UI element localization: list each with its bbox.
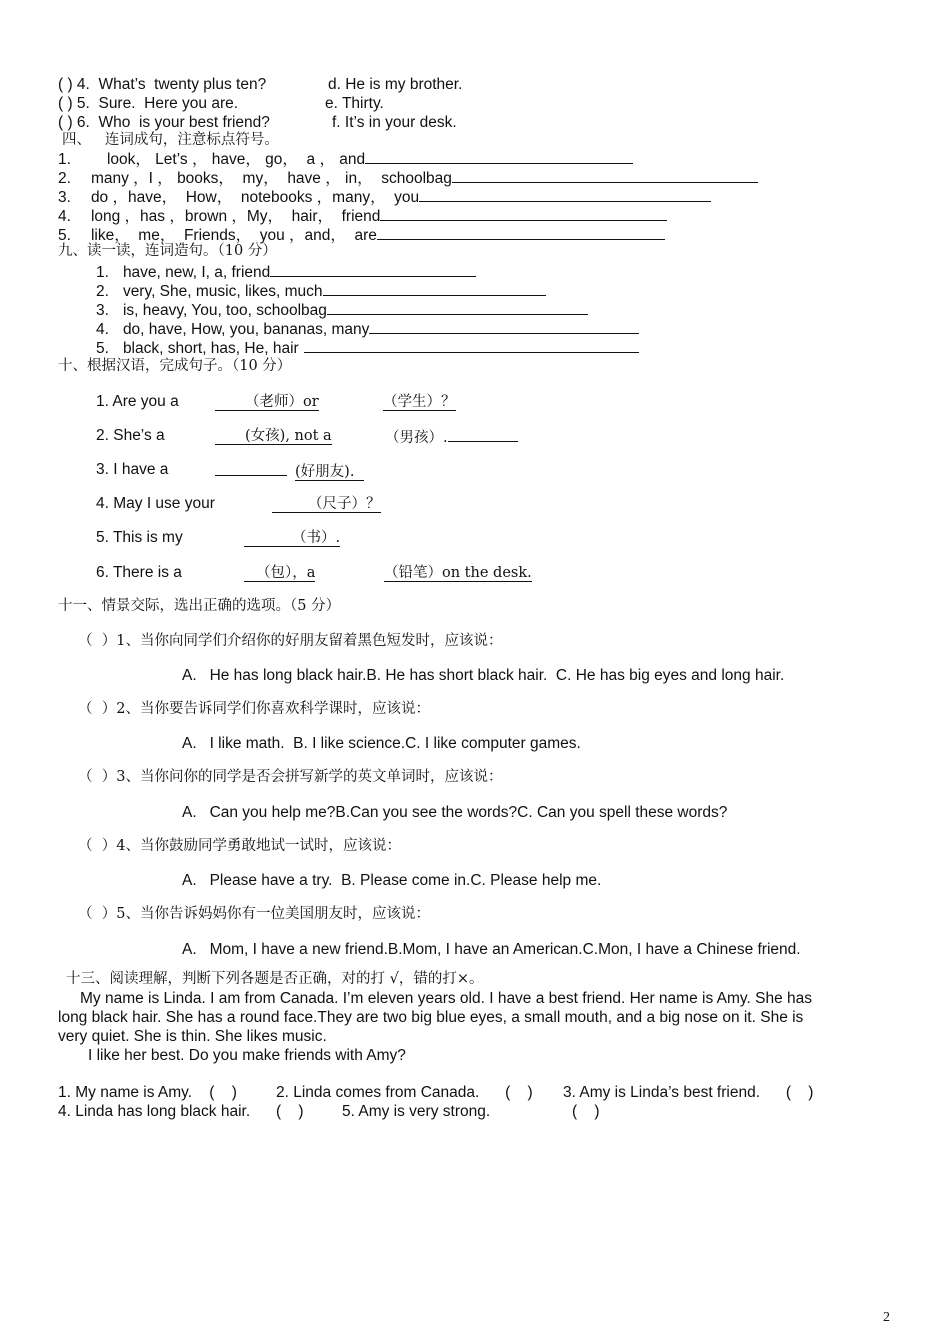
s4-words-5: like， me， Friends， you ，and， are <box>90 227 377 244</box>
s11-question-3: （ ）3、当你问你的同学是否会拼写新学的英文单词时，应该说： <box>78 769 503 785</box>
judge-item-5-bracket: ( ) <box>572 1103 600 1120</box>
s10-item-6-c <box>384 563 532 583</box>
s10-item-1-hint-student: （学生）？ <box>383 394 456 410</box>
section-13-title: 十三、阅读理解，判断下列各题是否正确，对的打 √，错的打×。 <box>66 971 484 987</box>
s9-num-1: 1. <box>96 264 109 281</box>
s10-item-1-hint-teacher: （老师）or <box>215 394 319 411</box>
s9-answer-line-1[interactable] <box>270 261 476 277</box>
matching-answer-f: f. It’s in your desk. <box>332 114 457 131</box>
s9-words-4: do, have, How, you, bananas, many <box>122 321 370 338</box>
section-9-title: 九、读一读，连词造句。（10 分） <box>58 243 277 259</box>
matching-answer-e: e. Thirty. <box>325 95 384 112</box>
s9-answer-line-4[interactable] <box>369 318 639 334</box>
reading-line-2: long black hair. She has a round face.They are two big blue eyes, a small mouth, and a big nose on it. She is <box>58 1009 804 1026</box>
matching-question-6: ( ) 6. Who is your best friend? <box>58 114 270 131</box>
s9-answer-line-3[interactable] <box>327 299 588 315</box>
s9-item-3 <box>96 299 588 320</box>
s4-num-1: 1. <box>58 151 71 168</box>
s10-answer-line-3[interactable] <box>215 460 287 476</box>
s10-item-2-hint-girl: (女孩), not a <box>215 428 332 445</box>
s10-item-6-text: 6. There is a <box>96 564 182 581</box>
s10-item-5-text: 5. This is my <box>96 529 183 546</box>
s9-num-2: 2. <box>96 283 109 300</box>
judge-item-5: 5. Amy is very strong. <box>342 1103 491 1120</box>
s4-num-2: 2. <box>58 170 71 187</box>
section-10-title: 十、根据汉语，完成句子。（10 分） <box>58 358 292 374</box>
s10-item-6-hint-pencil: （铅笔）on the desk. <box>384 565 532 581</box>
s4-item-4 <box>58 205 667 226</box>
s9-item-2 <box>96 280 546 301</box>
s9-item-1 <box>96 261 476 282</box>
s4-answer-line-5[interactable] <box>377 224 665 240</box>
s11-options-4: A. Please have a try. B. Please come in.C. Please help me. <box>182 872 602 889</box>
judge-item-4: 4. Linda has long black hair. ( ) <box>58 1103 304 1120</box>
s10-answer-line-2[interactable] <box>448 426 518 442</box>
s9-num-5: 5. <box>96 340 109 357</box>
s4-answer-line-3[interactable] <box>419 186 711 202</box>
section-11-title: 十一、情景交际，选出正确的选项。（5 分） <box>58 598 341 614</box>
reading-line-1: My name is Linda. I am from Canada. I’m eleven years old. I have a best friend. Her name is Amy. She has <box>80 990 812 1007</box>
s4-item-2 <box>58 167 758 188</box>
s10-item-4-b <box>272 494 381 514</box>
s4-words-1: look， Let’s ， have， go， a ， and <box>106 151 366 168</box>
reading-line-3: very quiet. She is thin. She likes music. <box>58 1028 327 1045</box>
s9-words-5: black, short, has, He, hair <box>122 340 299 357</box>
s11-question-2: （ ）2、当你要告诉同学们你喜欢科学课时，应该说： <box>78 701 430 717</box>
s4-answer-line-4[interactable] <box>380 205 667 221</box>
s4-num-4: 4. <box>58 208 71 225</box>
s10-item-3-hint-friend: (好朋友). <box>295 464 364 481</box>
s11-question-1: （ ）1、当你向同学们介绍你的好朋友留着黑色短发时，应该说： <box>78 633 503 649</box>
s4-words-2: many ，I ， books， my， have ， in， schoolbag <box>90 170 452 187</box>
matching-answer-d: d. He is my brother. <box>328 76 463 93</box>
s10-item-2-text: 2. She’s a <box>96 427 165 444</box>
s10-item-5-hint-book: （书）. <box>244 530 340 547</box>
page-number: 2 <box>883 1310 890 1325</box>
s10-item-3-b <box>215 460 364 482</box>
s11-question-4: （ ）4、当你鼓励同学勇敢地试一试时，应该说： <box>78 838 401 854</box>
s11-options-3: A. Can you help me?B.Can you see the words?C. Can you spell these words? <box>182 804 728 821</box>
reading-line-4: I like her best. Do you make friends with Amy? <box>88 1047 406 1064</box>
s9-words-3: is, heavy, You, too, schoolbag <box>122 302 327 319</box>
s4-num-3: 3. <box>58 189 71 206</box>
s10-item-2-c <box>385 426 518 448</box>
s10-item-1-text: 1. Are you a <box>96 393 179 410</box>
s4-words-4: long ，has ，brown ，My， hair， friend <box>90 208 381 225</box>
s9-answer-line-2[interactable] <box>323 280 546 296</box>
s10-item-5-b <box>244 528 340 548</box>
s10-item-6-b <box>244 563 315 583</box>
s9-num-4: 4. <box>96 321 109 338</box>
judge-item-1: 1. My name is Amy. ( ) <box>58 1084 237 1101</box>
s10-item-2-b <box>215 426 332 446</box>
s11-options-1: A. He has long black hair.B. He has short black hair. C. He has big eyes and long hair. <box>182 667 785 684</box>
judge-item-2: 2. Linda comes from Canada. ( ) <box>276 1084 533 1101</box>
s4-words-3: do ，have， How， notebooks ，many， you <box>90 189 420 206</box>
s11-options-2: A. I like math. B. I like science.C. I like computer games. <box>182 735 581 752</box>
s4-answer-line-2[interactable] <box>452 167 758 183</box>
s10-item-1-b <box>215 392 319 412</box>
matching-question-4: ( ) 4. What’s twenty plus ten? <box>58 76 267 93</box>
s11-options-5: A. Mom, I have a new friend.B.Mom, I have an American.C.Mon, I have a Chinese friend. <box>182 941 801 958</box>
s10-item-3-text: 3. I have a <box>96 461 169 478</box>
s4-item-1 <box>58 148 633 169</box>
s10-item-4-hint-ruler: （尺子）？ <box>272 496 381 513</box>
s9-num-3: 3. <box>96 302 109 319</box>
s4-num-5: 5. <box>58 227 71 244</box>
s9-words-1: have, new, I, a, friend <box>122 264 271 281</box>
s9-answer-line-5[interactable] <box>304 337 639 353</box>
section-4-title: 四、 连词成句，注意标点符号。 <box>62 132 279 148</box>
s11-question-5: （ ）5、当你告诉妈妈你有一位美国朋友时，应该说： <box>78 906 430 922</box>
s10-item-2-hint-boy: （男孩）. <box>385 430 448 446</box>
s4-answer-line-1[interactable] <box>365 148 633 164</box>
s10-item-1-c <box>383 392 456 412</box>
s9-words-2: very, She, music, likes, much <box>122 283 323 300</box>
s10-item-4-text: 4. May I use your <box>96 495 215 512</box>
s10-item-6-hint-bag: （包），a <box>244 565 315 582</box>
judge-item-3: 3. Amy is Linda’s best friend. ( ) <box>563 1084 814 1101</box>
s9-item-5 <box>96 337 639 358</box>
s9-item-4 <box>96 318 639 339</box>
s4-item-3 <box>58 186 711 207</box>
matching-question-5: ( ) 5. Sure. Here you are. <box>58 95 239 112</box>
